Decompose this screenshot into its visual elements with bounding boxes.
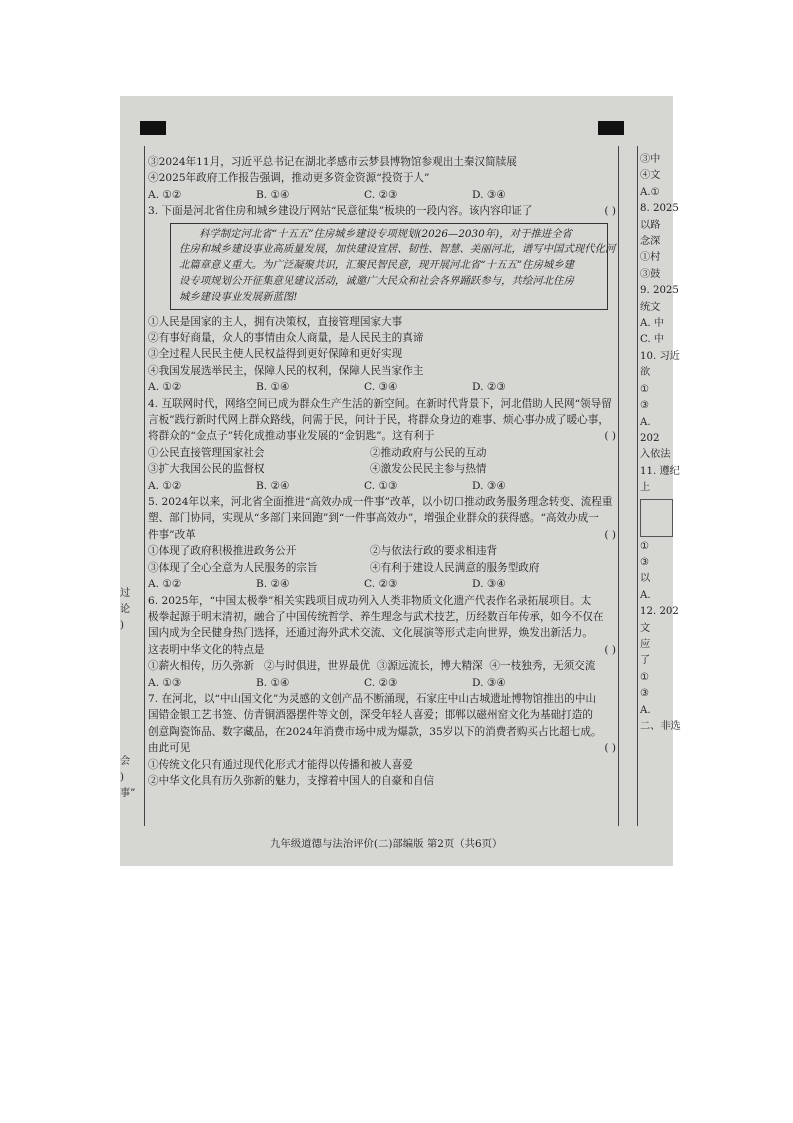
right-fragment: 了: [640, 655, 651, 667]
right-fragment: 念深: [640, 236, 661, 248]
q3-choice-b: B. ①④: [256, 381, 290, 394]
q7-stem-line: 创意陶瓷饰品、数字藏品，在2024年消费市场中成为爆款，35岁以下的消费者购买占比超七成。: [148, 725, 602, 738]
right-fragment: 12. 202: [640, 606, 679, 618]
q7-paren: ( ): [604, 742, 616, 755]
right-fragment: 入依法: [640, 449, 671, 461]
q6-stem-line: 6. 2025年，“中国太极拳”相关实践项目成功列入人类非物质文化遗产代表作名录拓展项目。太: [148, 594, 592, 607]
frame-line-left: [144, 146, 145, 826]
q6-choices: [148, 675, 616, 691]
q3-quote-line: 城乡建设事业发展新蓝图!: [179, 290, 298, 303]
right-fragment: ③鼓: [640, 268, 661, 280]
q6-choice-a: A. ①③: [148, 676, 182, 689]
q5-choice-d: D. ③④: [472, 578, 506, 591]
right-fragment: 以路: [640, 219, 661, 231]
right-fragment: ①: [640, 671, 650, 683]
q3-quote-box: [170, 223, 616, 310]
q4-item-3: ③扩大我国公民的监督权: [148, 463, 265, 476]
q3-choice-a: A. ①②: [148, 381, 182, 394]
document-photo: [120, 96, 681, 866]
q5-stem-line: 塑、部门协同，实现从“多部门来回跑”到“一件事高效办”，增强企业群众的获得感。“高效办成一: [148, 512, 599, 525]
q6-item-2: ②与时俱进，世界最优: [264, 660, 370, 673]
q3-quote-line: 科学制定河北省“十五五”住房城乡建设专项规划(2026—2030年)，对于推进全省: [199, 227, 572, 240]
right-fragment: ③: [640, 688, 650, 700]
right-fragment: C. 中: [640, 334, 665, 346]
q6-stem-line: 极拳起源于明末清初，融合了中国传统哲学、养生理念与武术技艺，历经数百年传承，如今不仅在: [148, 610, 604, 623]
question-column: [148, 154, 616, 789]
right-fragment: ④文: [640, 170, 661, 182]
frame-line-right: [618, 146, 619, 826]
left-fragment: ): [120, 620, 124, 631]
q4-items-row-1: [148, 445, 616, 461]
right-fragment: A.: [640, 589, 651, 601]
q3-stem-text: 3. 下面是河北省住房和城乡建设厅网站“民意征集”板块的一段内容。该内容印证了: [148, 205, 533, 218]
q6-choice-c: C. ②③: [364, 676, 398, 689]
q3-quote-line: 住房和城乡建设事业高质量发展，加快建设宜居、韧性、智慧、美丽河北，谱写中国式现代化河: [179, 243, 616, 256]
right-column-fragments: [640, 152, 681, 735]
right-fragment: 9. 2025: [640, 285, 679, 297]
left-gap: [120, 634, 142, 754]
q6-stem-text: 这表明中华文化的特点是: [148, 643, 265, 656]
q4-choice-d: D. ③④: [472, 479, 506, 492]
left-fragment: 过: [120, 588, 131, 599]
q5-choice-b: B. ②④: [256, 578, 290, 591]
left-column-fragments: [120, 586, 142, 802]
q3-quote-line: 设专项规划公开征集意见建议活动，诚邀广大民众和社会各界踊跃参与，共绘河北住房: [179, 275, 574, 288]
q3-choice-c: C. ③④: [364, 381, 398, 394]
q2-choice-d: D. ③④: [472, 188, 506, 201]
q7-item-2: ②中华文化具有历久弥新的魅力，支撑着中国人的自豪和自信: [148, 774, 435, 787]
q5-choice-a: A. ①②: [148, 578, 182, 591]
q4-choice-c: C. ①③: [364, 479, 398, 492]
frame-line-right-2: [637, 146, 638, 826]
q4-stem-text: 将群众的“金点子”转化成推动事业发展的“金钥匙”。这有利于: [148, 430, 435, 443]
q2-choice-b: B. ①④: [256, 188, 290, 201]
q3-item-3: ③全过程人民民主使人民权益得到更好保障和更好实现: [148, 348, 403, 361]
left-fragment: 会: [120, 756, 131, 767]
q7-stem-text: 由此可见: [148, 742, 191, 755]
right-fragment: 应: [640, 638, 651, 650]
q5-choices: [148, 576, 616, 592]
q3-quote-line: 北篇章意义重大。为广泛凝聚共识，汇聚民智民意，现开展河北省“十五五”住房城乡建: [179, 259, 575, 272]
q3-paren: ( ): [604, 205, 616, 218]
right-fragment: ③: [640, 556, 650, 568]
q4-item-1: ①公民直接管理国家社会: [148, 446, 265, 459]
q3-item-4: ④我国发展选举民主，保障人民的权利，保障人民当家作主: [148, 364, 424, 377]
right-fragment: A.: [640, 416, 651, 428]
q5-item-2: ②与依法行政的要求相违背: [370, 545, 498, 558]
q5-item-3: ③体现了全心全意为人民服务的宗旨: [148, 561, 318, 574]
q4-items-row-2: [148, 461, 616, 477]
q6-choice-b: B. ①④: [256, 676, 290, 689]
q2-choice-c: C. ②③: [364, 188, 398, 201]
q5-stem-line: 5. 2024年以来，河北省全面推进“高效办成一件事”改革，以小切口推动政务服务理念转变、流程重: [148, 496, 613, 509]
right-fragment: ①: [640, 540, 650, 552]
right-fragment: 文: [640, 622, 651, 634]
right-fragment-small: [640, 499, 673, 537]
q6-item-3: ③源远流长，博大精深: [376, 660, 483, 673]
right-fragment: ①: [640, 383, 650, 395]
q5-items-row-1: [148, 543, 616, 559]
q2-option-3: ③2024年11月，习近平总书记在湖北孝感市云梦县博物馆参观出土秦汉简牍展: [148, 156, 517, 168]
right-fragment: 8. 2025: [640, 203, 679, 215]
q5-choice-c: C. ②③: [364, 578, 398, 591]
right-fragment: 202: [640, 432, 660, 444]
q4-stem-line: 4. 互联网时代，网络空间已成为群众生产生活的新空间。在新时代背景下，河北借助人民网“领导留: [148, 397, 612, 410]
q6-item-4: ④一枝独秀，无须交流: [489, 660, 596, 673]
right-fragment: ③中: [640, 154, 661, 165]
right-fragment: 二、非选: [640, 721, 681, 732]
q2-choices: [148, 187, 616, 203]
q5-item-4: ④有利于建设人民满意的服务型政府: [370, 561, 540, 574]
q3-stem: [148, 203, 616, 219]
q4-paren: ( ): [604, 430, 616, 443]
right-fragment: 11. 遵纪: [640, 465, 680, 477]
right-fragment: A. 中: [640, 318, 665, 330]
q5-items-row-2: [148, 560, 616, 576]
q3-item-2: ②有事好商量，众人的事情由众人商量，是人民民主的真谛: [148, 332, 424, 345]
left-fragment: ): [120, 772, 124, 783]
q2-option-4: ④2025年政府工作报告强调，推动更多资金资源“投资于人”: [148, 172, 430, 185]
q4-choices: [148, 478, 616, 494]
right-fragment: 上: [640, 482, 651, 494]
right-fragment: ③: [640, 400, 650, 412]
q7-stem-line-last: [148, 740, 616, 756]
q6-choice-d: D. ③④: [472, 676, 506, 689]
q6-stem-line: 国内成为全民健身热门选择，还通过海外武术交流、文化展演等形式走向世界，焕发出新活力。: [148, 627, 593, 640]
left-fragment: 事”: [120, 788, 136, 799]
q6-items: [148, 658, 616, 674]
q5-stem-line-last: [148, 527, 616, 543]
q5-stem-text: 件事”改革: [148, 528, 196, 541]
q3-item-1: ①人民是国家的主人，拥有决策权，直接管理国家大事: [148, 315, 403, 328]
q2-choice-a: A. ①②: [148, 188, 182, 201]
q4-stem-line: 言板”践行新时代网上群众路线，问需于民，问计于民，将群众身边的难事、烦心事办成了暖心事，: [148, 414, 609, 427]
left-fragment: 论: [120, 604, 131, 615]
q5-item-1: ①体现了政府积极推进政务公开: [148, 545, 297, 558]
q4-item-4: ④激发公民民主参与热情: [370, 463, 487, 476]
right-fragment: 以: [640, 573, 651, 585]
right-fragment: ①村: [640, 252, 661, 264]
q4-item-2: ②推动政府与公民的互动: [370, 446, 487, 459]
q7-stem-line: 国错金银工艺书签、仿青铜酒器摆件等文创，深受年轻人喜爱；邯郸以磁州窑文化为基础打造的: [148, 709, 593, 722]
q6-paren: ( ): [604, 643, 616, 656]
registration-mark-right: [598, 121, 624, 135]
q4-stem-line-last: [148, 428, 616, 444]
right-fragment: 10. 习近: [640, 350, 680, 362]
right-fragment: A.: [640, 704, 651, 716]
right-fragment: 统文: [640, 301, 661, 313]
page-footer: 九年级道德与法治评价(二)部编版 第2页（共6页）: [270, 838, 503, 850]
right-fragment: 欲: [640, 367, 651, 379]
q4-choice-b: B. ②④: [256, 479, 290, 492]
q3-choices: [148, 379, 616, 395]
q4-choice-a: A. ①②: [148, 479, 182, 492]
q7-item-1: ①传统文化只有通过现代化形式才能得以传播和被人喜爱: [148, 758, 413, 771]
registration-mark-left: [140, 121, 166, 135]
right-fragment: A.①: [640, 186, 660, 198]
q7-stem-line: 7. 在河北，以“中山国文化”为灵感的文创产品不断涌现，石家庄中山古城遗址博物馆推出的中山: [148, 692, 597, 705]
q5-paren: ( ): [604, 528, 616, 541]
q3-choice-d: D. ②③: [472, 381, 506, 394]
q6-stem-line-last: [148, 642, 616, 658]
q6-item-1: ①薪火相传，历久弥新: [148, 660, 254, 673]
